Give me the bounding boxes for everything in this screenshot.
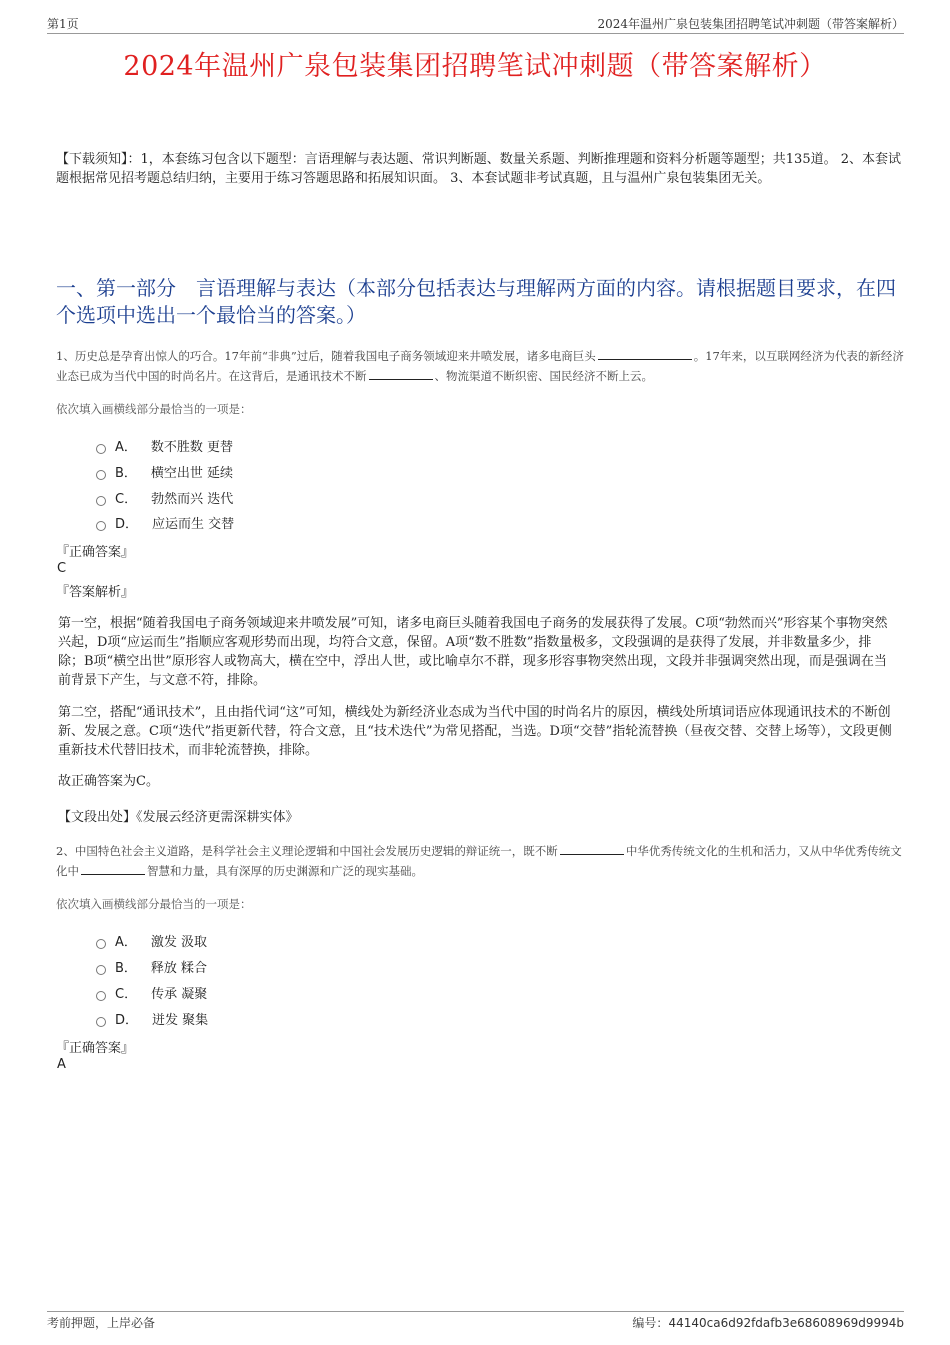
question-2-instruction: 依次填入画横线部分最恰当的一项是： <box>56 897 252 911</box>
radio-icon[interactable] <box>96 965 106 975</box>
radio-icon[interactable] <box>96 1017 106 1027</box>
correct-answer-label: 『正确答案』 <box>56 545 135 560</box>
radio-icon[interactable] <box>96 470 106 480</box>
option-a[interactable]: A． 激发 汲取 <box>96 931 207 950</box>
download-notice: 【下载须知】：1，本套练习包含以下题型：言语理解与表达题、常识判断题、数量关系题、判断推理题和资料分析题等题型；共135道。 2、本套试题根据常见招考题总结归纳，主要用于练习答题思路和拓展知识面。 3、本套试题非考试真题，且与温州广泉包装集团无关。 <box>56 152 901 186</box>
option-d[interactable]: D． 应运而生 交替 <box>96 513 234 532</box>
radio-icon[interactable] <box>96 521 106 531</box>
option-b[interactable]: B． 释放 糅合 <box>96 957 207 976</box>
analysis-paragraph: 第一空，根据“随着我国电子商务领域迎来井喷发展”可知，诸多电商巨头随着我国电子商务的发展获得了发展。C项“勃然而兴”形容某个事物突然兴起，D项“应运而生”指顺应客观形势而出现，均符合文意，保留。A项“数不胜数”指数量极多，文段强调的是获得了发展，并非数量多少，排除；B项“横空出世”原形容人或物高大，横在空中，浮出人世，或比喻卓尔不群，现多形容事物突然出现，文段并非强调突然出现，而是强调在当前背景下产生，与文意不符，排除。 <box>58 616 888 688</box>
page-title: 2024年温州广泉包装集团招聘笔试冲刺题（带答案解析） <box>123 51 827 82</box>
answer-blank <box>81 862 145 875</box>
analysis-paragraph: 第二空，搭配“通讯技术”，且由指代词“这”可知，横线处为新经济业态成为当代中国的时尚名片的原因，横线处所填词语应体现通讯技术的不断创新、发展之意。C项“迭代”指更新代替，符合文意，且“技术迭代”为常见搭配，当选。D项“交替”指轮流替换（昼夜交替、交替上场等），文段更侧重新技术代替旧技术，而非轮流替换，排除。 <box>58 705 892 758</box>
correct-answer: A <box>57 1057 66 1072</box>
text-source: 【文段出处】《发展云经济更需深耕实体》 <box>58 810 299 825</box>
correct-answer: C <box>57 561 67 576</box>
question-2-text: 2、中国特色社会主义道路，是科学社会主义理论逻辑和中国社会发展历史逻辑的辩证统一，既不断 中华优秀传统文化的生机和活力，又从中华优秀传统文化中 智慧和力量，具有深厚的历史渊源和广泛的现实基础。 <box>56 844 902 878</box>
header-doc-title: 2024年温州广泉包装集团招聘笔试冲刺题（带答案解析） <box>597 17 904 31</box>
answer-blank <box>560 842 624 855</box>
header-divider <box>47 33 904 34</box>
answer-blank <box>369 367 433 380</box>
question-1-instruction: 依次填入画横线部分最恰当的一项是： <box>56 402 252 416</box>
correct-answer-label: 『正确答案』 <box>56 1041 135 1056</box>
radio-icon[interactable] <box>96 939 106 949</box>
answer-blank <box>598 347 692 360</box>
option-c[interactable]: C． 传承 凝聚 <box>96 983 207 1002</box>
option-a[interactable]: A． 数不胜数 更替 <box>96 436 233 455</box>
analysis-label: 『答案解析』 <box>56 585 135 600</box>
option-b[interactable]: B． 横空出世 延续 <box>96 462 233 481</box>
radio-icon[interactable] <box>96 496 106 506</box>
analysis-conclusion: 故正确答案为C。 <box>58 774 159 789</box>
radio-icon[interactable] <box>96 991 106 1001</box>
question-1-text: 1、历史总是孕育出惊人的巧合。17年前“非典”过后，随着我国电子商务领域迎来井喷发展，诸多电商巨头 。17年来，以互联网经济为代表的新经济业态已成为当代中国的时尚名片。在这背后，是通讯技术不断 、物流渠道不断织密、国民经济不断上云。 <box>56 349 904 383</box>
radio-icon[interactable] <box>96 444 106 454</box>
footer-code: 编号：44140ca6d92fdafb3e68608969d9994b <box>632 1316 904 1330</box>
option-d[interactable]: D． 迸发 聚集 <box>96 1009 208 1028</box>
footer-divider <box>47 1311 904 1312</box>
footer-slogan: 考前押题，上岸必备 <box>47 1316 156 1330</box>
section-title: 一、第一部分 言语理解与表达（本部分包括表达与理解两方面的内容。请根据题目要求，在四个选项中选出一个最恰当的答案。） <box>56 276 896 327</box>
page-number: 第1页 <box>47 17 79 31</box>
option-c[interactable]: C． 勃然而兴 迭代 <box>96 488 233 507</box>
